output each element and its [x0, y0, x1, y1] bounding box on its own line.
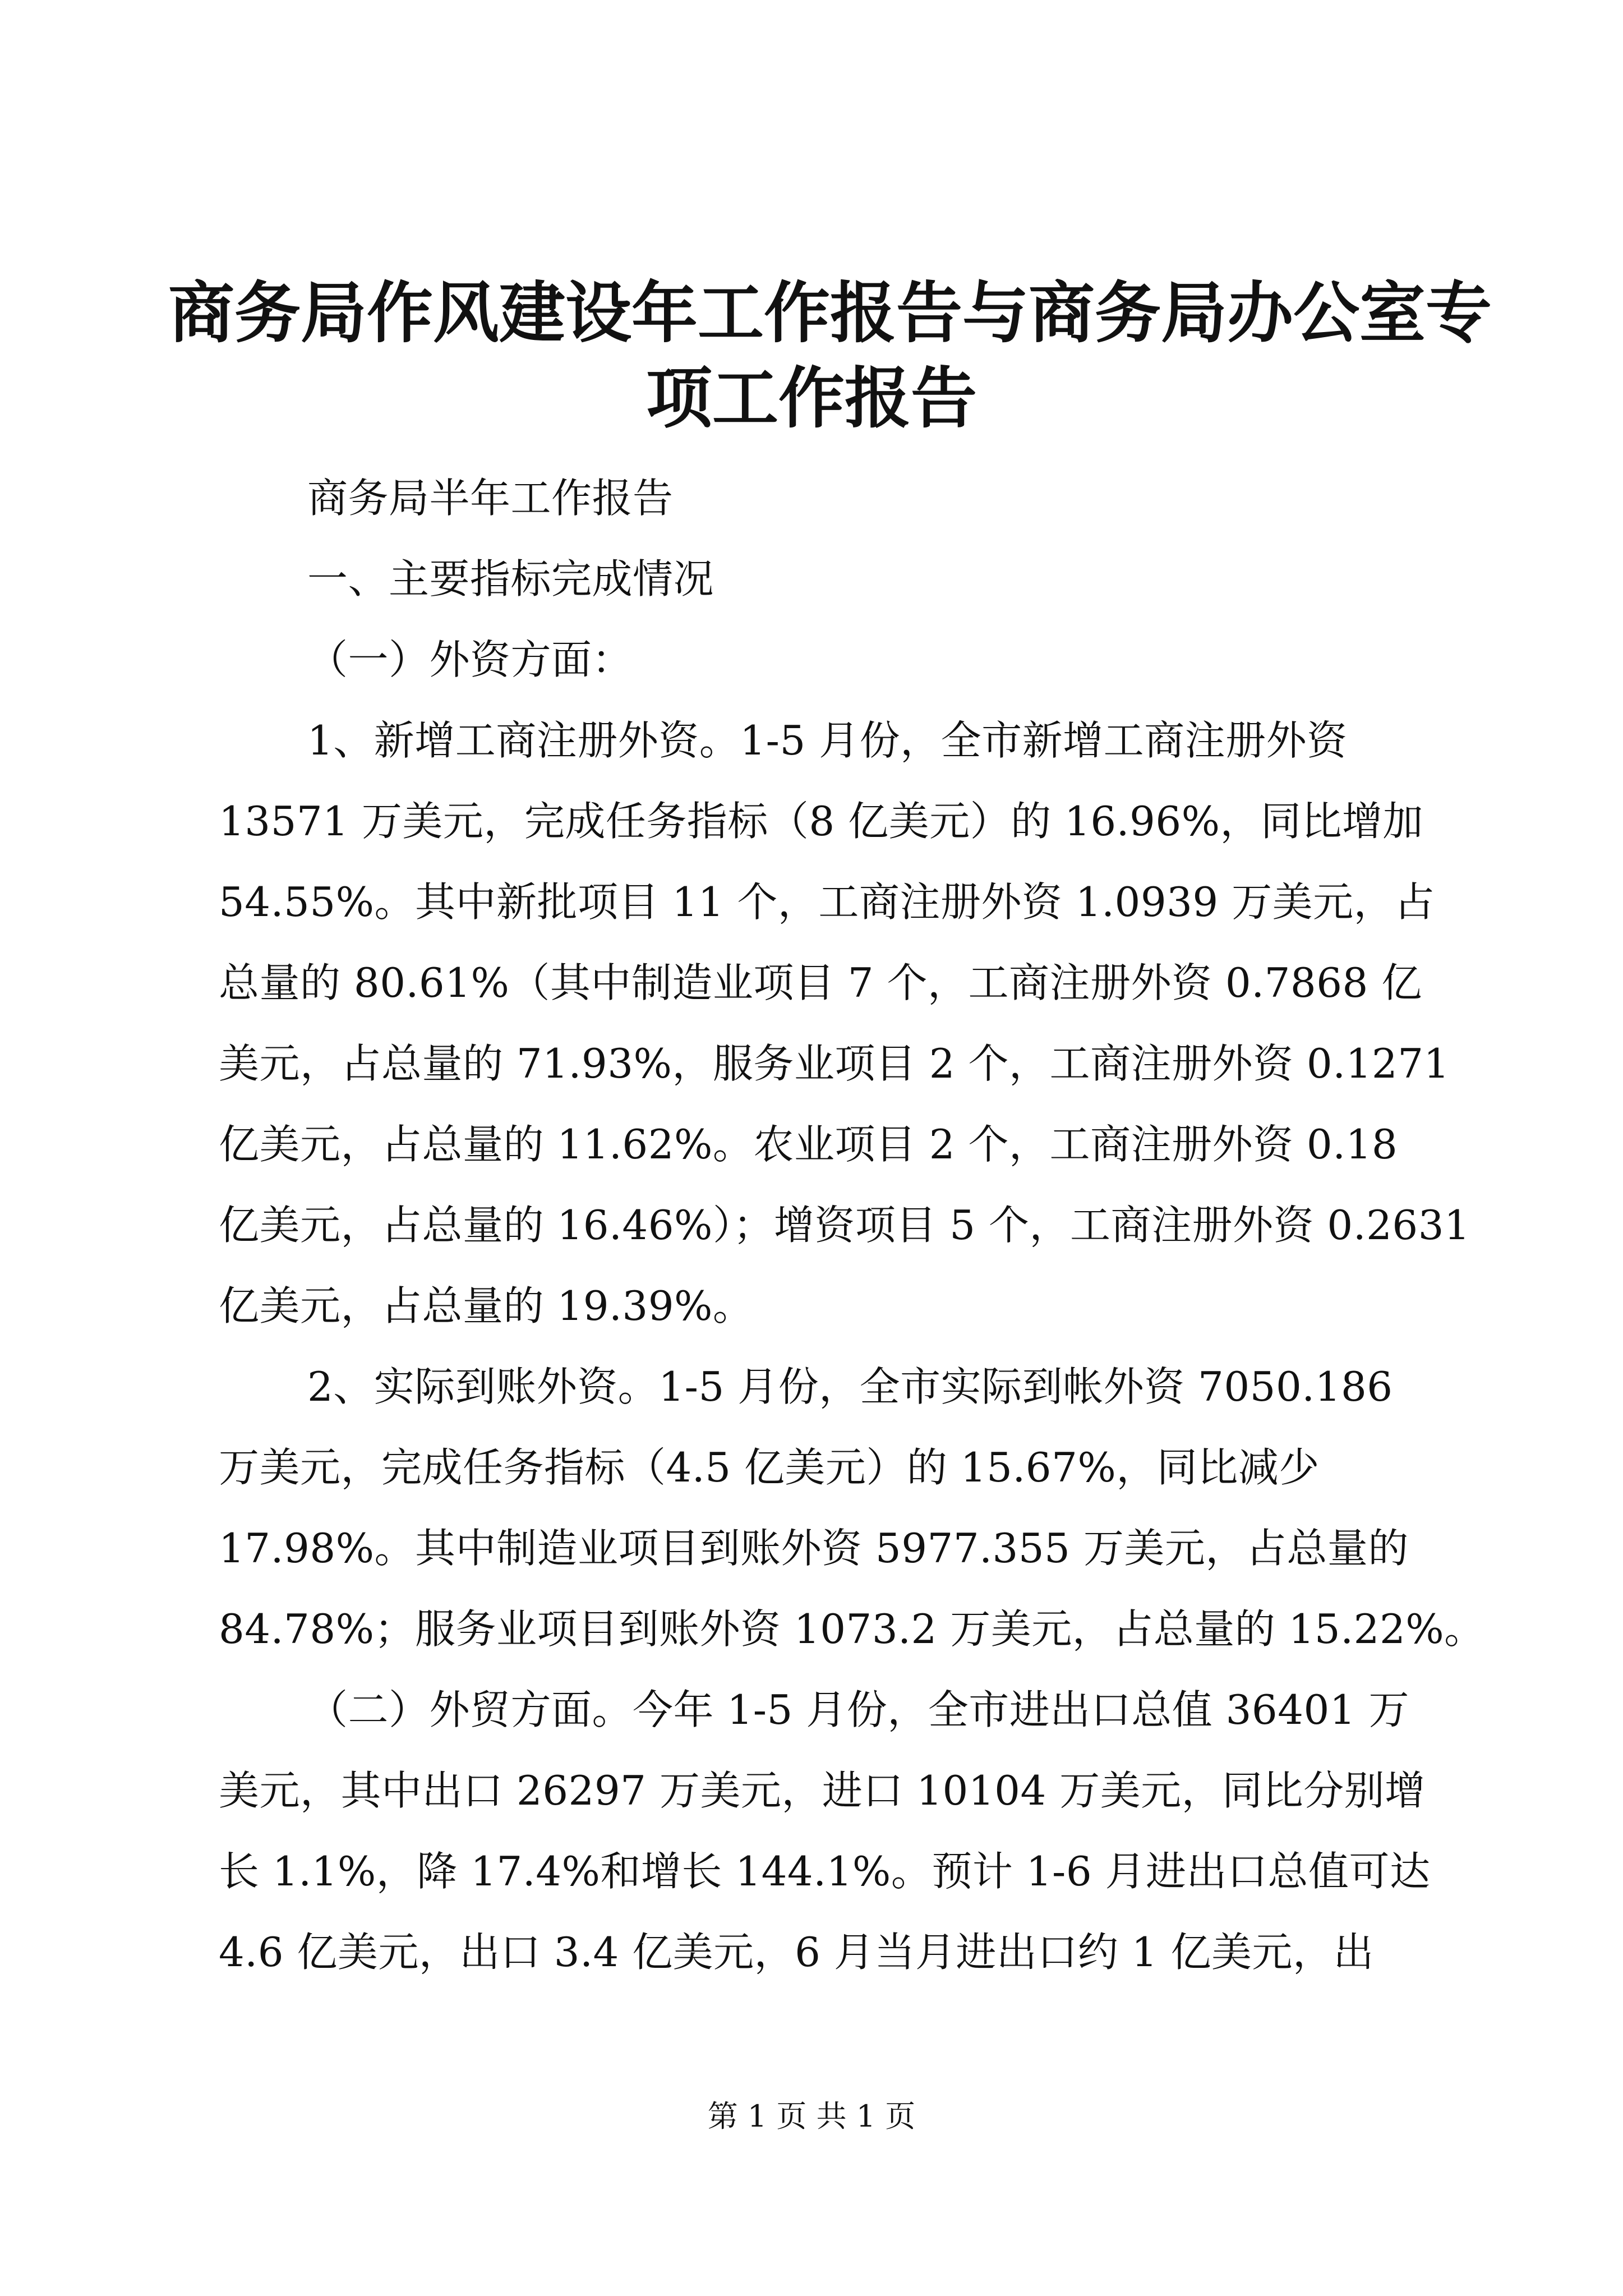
paragraph-line: 总量的 80.61%（其中制造业项目 7 个，工商注册外资 0.7868 亿 [219, 959, 1422, 1006]
report-subtitle: 商务局半年工作报告 [307, 475, 674, 522]
paragraph-line: 1、新增工商注册外资。1-5 月份，全市新增工商注册外资 [307, 717, 1348, 764]
paragraph-line: （二）外贸方面。今年 1-5 月份，全市进出口总值 36401 万 [307, 1686, 1410, 1733]
paragraph-line: 2、实际到账外资。1-5 月份，全市实际到帐外资 7050.186 [307, 1363, 1393, 1410]
paragraph-line: 13571 万美元，完成任务指标（8 亿美元）的 16.96%，同比增加 [219, 798, 1424, 845]
paragraph-line: 美元，其中出口 26297 万美元，进口 10104 万美元，同比分别增 [219, 1767, 1426, 1814]
document-title-line-1: 商务局作风建设年工作报告与商务局办公室专 [168, 274, 1492, 352]
paragraph-line: 4.6 亿美元，出口 3.4 亿美元，6 月当月进出口约 1 亿美元，出 [219, 1929, 1374, 1976]
paragraph-line: 长 1.1%，降 17.4%和增长 144.1%。预计 1-6 月进出口总值可达 [219, 1848, 1431, 1895]
page-footer: 第 1 页 共 1 页 [707, 2099, 916, 2134]
section-heading-1: 一、主要指标完成情况 [307, 555, 714, 602]
paragraph-line: 84.78%；服务业项目到账外资 1073.2 万美元，占总量的 15.22%。 [219, 1605, 1485, 1653]
paragraph-line: 美元，占总量的 71.93%，服务业项目 2 个，工商注册外资 0.1271 [219, 1040, 1450, 1087]
paragraph-line: 亿美元，占总量的 11.62%。农业项目 2 个，工商注册外资 0.18 [219, 1121, 1398, 1168]
paragraph-line: 亿美元，占总量的 19.39%。 [219, 1282, 754, 1329]
paragraph-line: 亿美元，占总量的 16.46%）；增资项目 5 个，工商注册外资 0.2631 [219, 1202, 1470, 1249]
paragraph-line: 17.98%。其中制造业项目到账外资 5977.355 万美元，占总量的 [219, 1525, 1409, 1572]
subsection-heading-foreign-capital: （一）外资方面： [307, 636, 633, 683]
document-title-line-2: 项工作报告 [645, 359, 977, 437]
paragraph-line: 54.55%。其中新批项目 11 个，工商注册外资 1.0939 万美元，占 [219, 878, 1435, 926]
paragraph-line: 万美元，完成任务指标（4.5 亿美元）的 15.67%，同比减少 [219, 1444, 1320, 1491]
